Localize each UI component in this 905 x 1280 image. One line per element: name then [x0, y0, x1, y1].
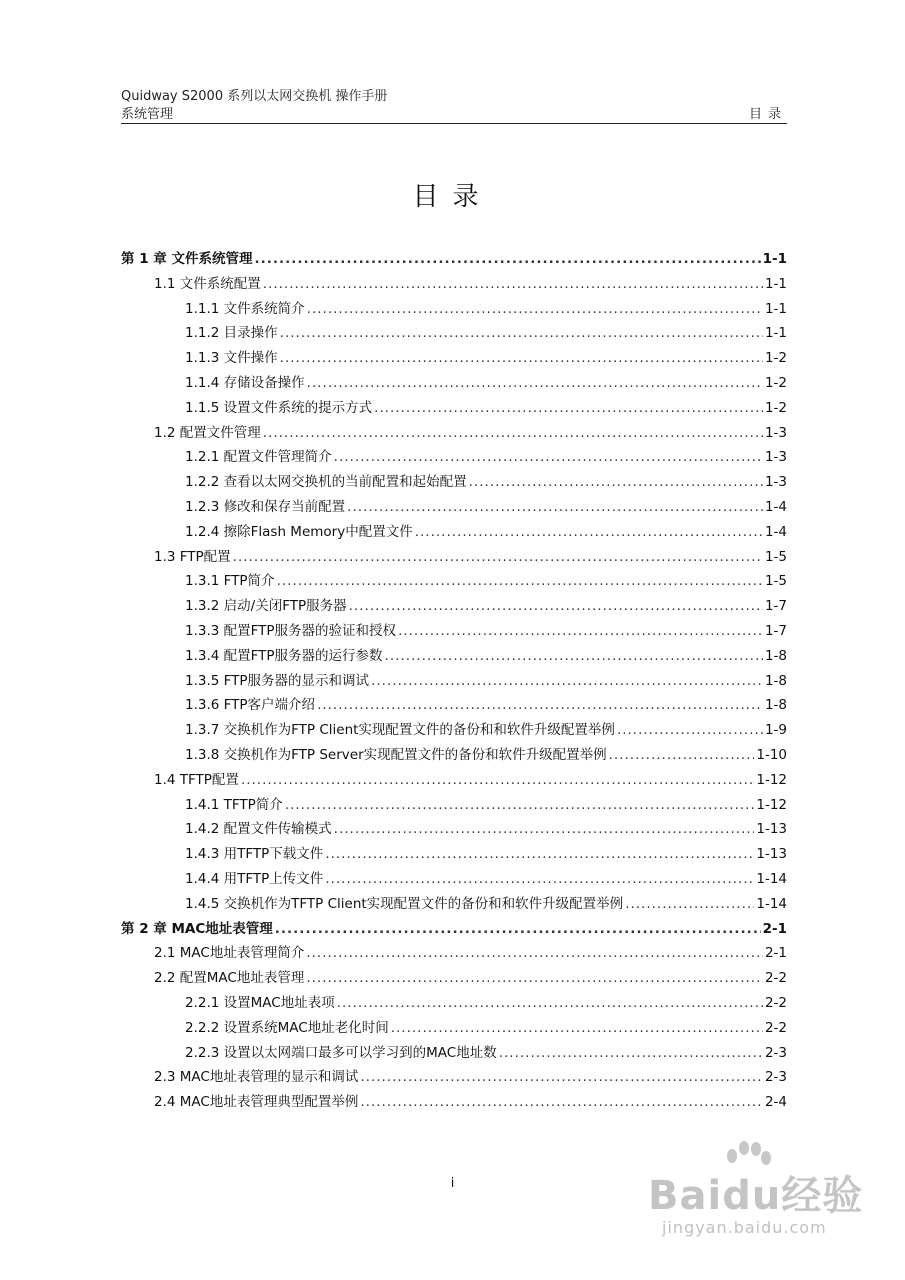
watermark-url: jingyan.baidu.com — [662, 1218, 827, 1237]
toc-leader-dots — [360, 1069, 763, 1085]
header-section-name: 系统管理 — [121, 107, 174, 122]
toc-leader-dots — [263, 425, 763, 441]
toc-leader-dots — [307, 301, 763, 317]
toc-entry-label: 1.3.4 配置FTP服务器的运行参数 — [185, 647, 383, 664]
toc-entry-page: 1-8 — [764, 672, 787, 689]
toc-entry-label: 1.4.2 配置文件传输模式 — [185, 821, 332, 838]
toc-entry[interactable] — [121, 594, 787, 619]
toc-entry-page: 1-7 — [764, 622, 787, 639]
toc-entry-label: 1.3.5 FTP服务器的显示和调试 — [185, 672, 370, 689]
toc-entry[interactable] — [121, 470, 787, 495]
toc-entry-label: 1.2.2 查看以太网交换机的当前配置和起始配置 — [185, 474, 467, 491]
toc-entry[interactable] — [121, 817, 787, 842]
toc-entry-label: 2.2.3 设置以太网端口最多可以学习到的MAC地址数 — [185, 1044, 497, 1061]
header-divider — [121, 123, 787, 124]
toc-leader-dots — [277, 573, 763, 589]
toc-entry[interactable] — [121, 445, 787, 470]
toc-entry[interactable] — [121, 495, 787, 520]
toc-leader-dots — [334, 449, 763, 465]
toc-leader-dots — [325, 846, 754, 862]
toc-entry-label: 1.1.4 存储设备操作 — [185, 374, 305, 391]
toc-entry-page: 1-13 — [756, 821, 787, 838]
toc-entry-page: 1-14 — [756, 870, 787, 887]
toc-leader-dots — [371, 673, 763, 689]
toc-entry-page: 1-2 — [764, 399, 787, 416]
toc-entry-label: 1.3.6 FTP客户端介绍 — [185, 697, 316, 714]
toc-leader-dots — [398, 623, 763, 639]
toc-leader-dots — [255, 251, 761, 267]
toc-entry-page: 1-1 — [762, 251, 787, 267]
toc-leader-dots — [306, 970, 763, 986]
watermark-brand: Baidu经验 — [648, 1173, 864, 1219]
toc-entry-page: 2-2 — [764, 970, 787, 987]
toc-entry[interactable] — [121, 371, 787, 396]
toc-entry[interactable] — [121, 1090, 787, 1115]
table-of-contents — [121, 247, 787, 1115]
toc-entry-page: 2-3 — [764, 1069, 787, 1086]
toc-entry-label: 2.2 配置MAC地址表管理 — [154, 970, 305, 987]
toc-leader-dots — [280, 325, 763, 341]
toc-entry-label: 1.3 FTP配置 — [154, 548, 231, 565]
toc-leader-dots — [275, 921, 761, 937]
toc-entry[interactable] — [121, 793, 787, 818]
toc-entry-page: 1-12 — [756, 796, 787, 813]
toc-leader-dots — [625, 896, 754, 912]
toc-entry-page: 1-10 — [756, 746, 787, 763]
toc-leader-dots — [347, 499, 763, 515]
toc-entry-label: 2.1 MAC地址表管理简介 — [154, 945, 305, 962]
toc-leader-dots — [307, 375, 763, 391]
toc-entry-page: 1-3 — [764, 449, 787, 466]
toc-entry-page: 1-13 — [756, 846, 787, 863]
toc-entry-label: 1.4 TFTP配置 — [154, 771, 239, 788]
header-section-line — [121, 106, 787, 124]
toc-entry-page: 1-1 — [764, 325, 787, 342]
toc-entry-label: 1.4.5 交换机作为TFTP Client实现配置文件的备份和和软件升级配置举例 — [185, 895, 624, 912]
toc-entry-page: 2-3 — [764, 1044, 787, 1061]
toc-entry-page: 1-1 — [764, 275, 787, 292]
toc-leader-dots — [385, 648, 763, 664]
toc-entry-label: 第 1 章 文件系统管理 — [121, 251, 253, 267]
toc-entry-label: 第 2 章 MAC地址表管理 — [121, 920, 273, 937]
toc-entry-label: 2.2.1 设置MAC地址表项 — [185, 994, 335, 1011]
header-manual-title: Quidway S2000 系列以太网交换机 操作手册 — [121, 89, 388, 104]
toc-entry-page: 2-2 — [764, 994, 787, 1011]
toc-entry-page: 1-1 — [764, 300, 787, 317]
toc-entry[interactable] — [121, 297, 787, 322]
toc-title: 目录 — [412, 182, 493, 212]
toc-entry[interactable] — [121, 718, 787, 743]
toc-entry[interactable] — [121, 321, 787, 346]
toc-entry-label: 1.3.1 FTP简介 — [185, 573, 275, 590]
toc-entry[interactable] — [121, 421, 787, 446]
toc-entry-page: 1-9 — [764, 722, 787, 739]
toc-entry-page: 1-12 — [756, 771, 787, 788]
toc-leader-dots — [609, 747, 755, 763]
toc-leader-dots — [233, 549, 763, 565]
toc-entry-label: 1.1.2 目录操作 — [185, 325, 278, 342]
toc-entry[interactable] — [121, 396, 787, 421]
toc-leader-dots — [285, 797, 755, 813]
toc-leader-dots — [391, 1020, 763, 1036]
header-toc-label: 目录 — [748, 107, 787, 122]
toc-entry[interactable] — [121, 1065, 787, 1090]
toc-entry[interactable] — [121, 743, 787, 768]
toc-entry[interactable] — [121, 892, 787, 917]
toc-entry[interactable] — [121, 272, 787, 297]
toc-entry-page: 1-14 — [756, 895, 787, 912]
toc-leader-dots — [325, 871, 754, 887]
toc-leader-dots — [360, 1094, 763, 1110]
toc-entry-label: 1.4.4 用TFTP上传文件 — [185, 870, 324, 887]
toc-leader-dots — [349, 598, 763, 614]
toc-entry[interactable] — [121, 867, 787, 892]
toc-entry[interactable] — [121, 346, 787, 371]
toc-leader-dots — [306, 945, 763, 961]
toc-entry-label: 1.2.1 配置文件管理简介 — [185, 449, 332, 466]
toc-entry[interactable] — [121, 619, 787, 644]
toc-entry-page: 2-2 — [764, 1019, 787, 1036]
toc-entry-label: 1.4.3 用TFTP下载文件 — [185, 846, 324, 863]
page-header — [121, 88, 787, 124]
toc-entry-label: 1.2.4 擦除Flash Memory中配置文件 — [185, 523, 413, 540]
toc-leader-dots — [499, 1045, 763, 1061]
toc-entry[interactable] — [121, 1041, 787, 1066]
toc-leader-dots — [263, 276, 763, 292]
toc-entry[interactable] — [121, 917, 787, 942]
toc-entry[interactable] — [121, 991, 787, 1016]
toc-entry[interactable] — [121, 569, 787, 594]
toc-leader-dots — [415, 524, 763, 540]
toc-leader-dots — [374, 400, 763, 416]
toc-entry-label: 2.3 MAC地址表管理的显示和调试 — [154, 1069, 359, 1086]
page-number: i — [450, 1176, 455, 1191]
toc-entry-page: 1-2 — [764, 374, 787, 391]
toc-entry[interactable] — [121, 545, 787, 570]
toc-entry-label: 1.2.3 修改和保存当前配置 — [185, 498, 346, 515]
toc-entry-page: 2-4 — [764, 1094, 787, 1111]
toc-entry-page: 1-3 — [764, 474, 787, 491]
toc-leader-dots — [280, 350, 763, 366]
toc-entry-label: 2.4 MAC地址表管理典型配置举例 — [154, 1094, 359, 1111]
toc-entry-label: 1.1.3 文件操作 — [185, 350, 278, 367]
toc-leader-dots — [337, 995, 763, 1011]
toc-entry-label: 1.1.5 设置文件系统的提示方式 — [185, 399, 373, 416]
toc-entry-label: 1.3.3 配置FTP服务器的验证和授权 — [185, 622, 397, 639]
toc-entry-page: 2-1 — [762, 920, 787, 937]
toc-entry-label: 1.1 文件系统配置 — [154, 275, 261, 292]
toc-entry[interactable] — [121, 669, 787, 694]
toc-leader-dots — [617, 722, 763, 738]
toc-entry-label: 1.4.1 TFTP简介 — [185, 796, 283, 813]
toc-leader-dots — [317, 697, 763, 713]
toc-entry[interactable] — [121, 966, 787, 991]
toc-entry-page: 1-7 — [764, 598, 787, 615]
toc-entry[interactable] — [121, 644, 787, 669]
toc-entry[interactable] — [121, 693, 787, 718]
toc-entry-page: 1-4 — [764, 498, 787, 515]
toc-entry[interactable] — [121, 941, 787, 966]
toc-entry[interactable] — [121, 520, 787, 545]
toc-entry-label: 2.2.2 设置系统MAC地址老化时间 — [185, 1019, 389, 1036]
toc-entry[interactable] — [121, 247, 787, 272]
toc-entry-page: 1-8 — [764, 647, 787, 664]
toc-entry-page: 1-5 — [764, 573, 787, 590]
toc-entry-label: 1.3.8 交换机作为FTP Server实现配置文件的备份和软件升级配置举例 — [185, 746, 607, 763]
toc-entry-label: 1.3.7 交换机作为FTP Client实现配置文件的备份和和软件升级配置举例 — [185, 722, 615, 739]
toc-entry-page: 2-1 — [764, 945, 787, 962]
toc-entry-label: 1.2 配置文件管理 — [154, 424, 261, 441]
toc-entry-page: 1-8 — [764, 697, 787, 714]
toc-leader-dots — [334, 821, 755, 837]
toc-entry-page: 1-2 — [764, 350, 787, 367]
toc-leader-dots — [469, 474, 763, 490]
baidu-watermark — [642, 1140, 872, 1250]
toc-entry-page: 1-5 — [764, 548, 787, 565]
toc-leader-dots — [241, 772, 754, 788]
toc-entry[interactable] — [121, 842, 787, 867]
toc-entry-label: 1.1.1 文件系统简介 — [185, 300, 305, 317]
toc-entry[interactable] — [121, 1016, 787, 1041]
toc-entry-page: 1-3 — [764, 424, 787, 441]
toc-entry[interactable] — [121, 768, 787, 793]
toc-entry-page: 1-4 — [764, 523, 787, 540]
toc-entry-label: 1.3.2 启动/关闭FTP服务器 — [185, 598, 347, 615]
